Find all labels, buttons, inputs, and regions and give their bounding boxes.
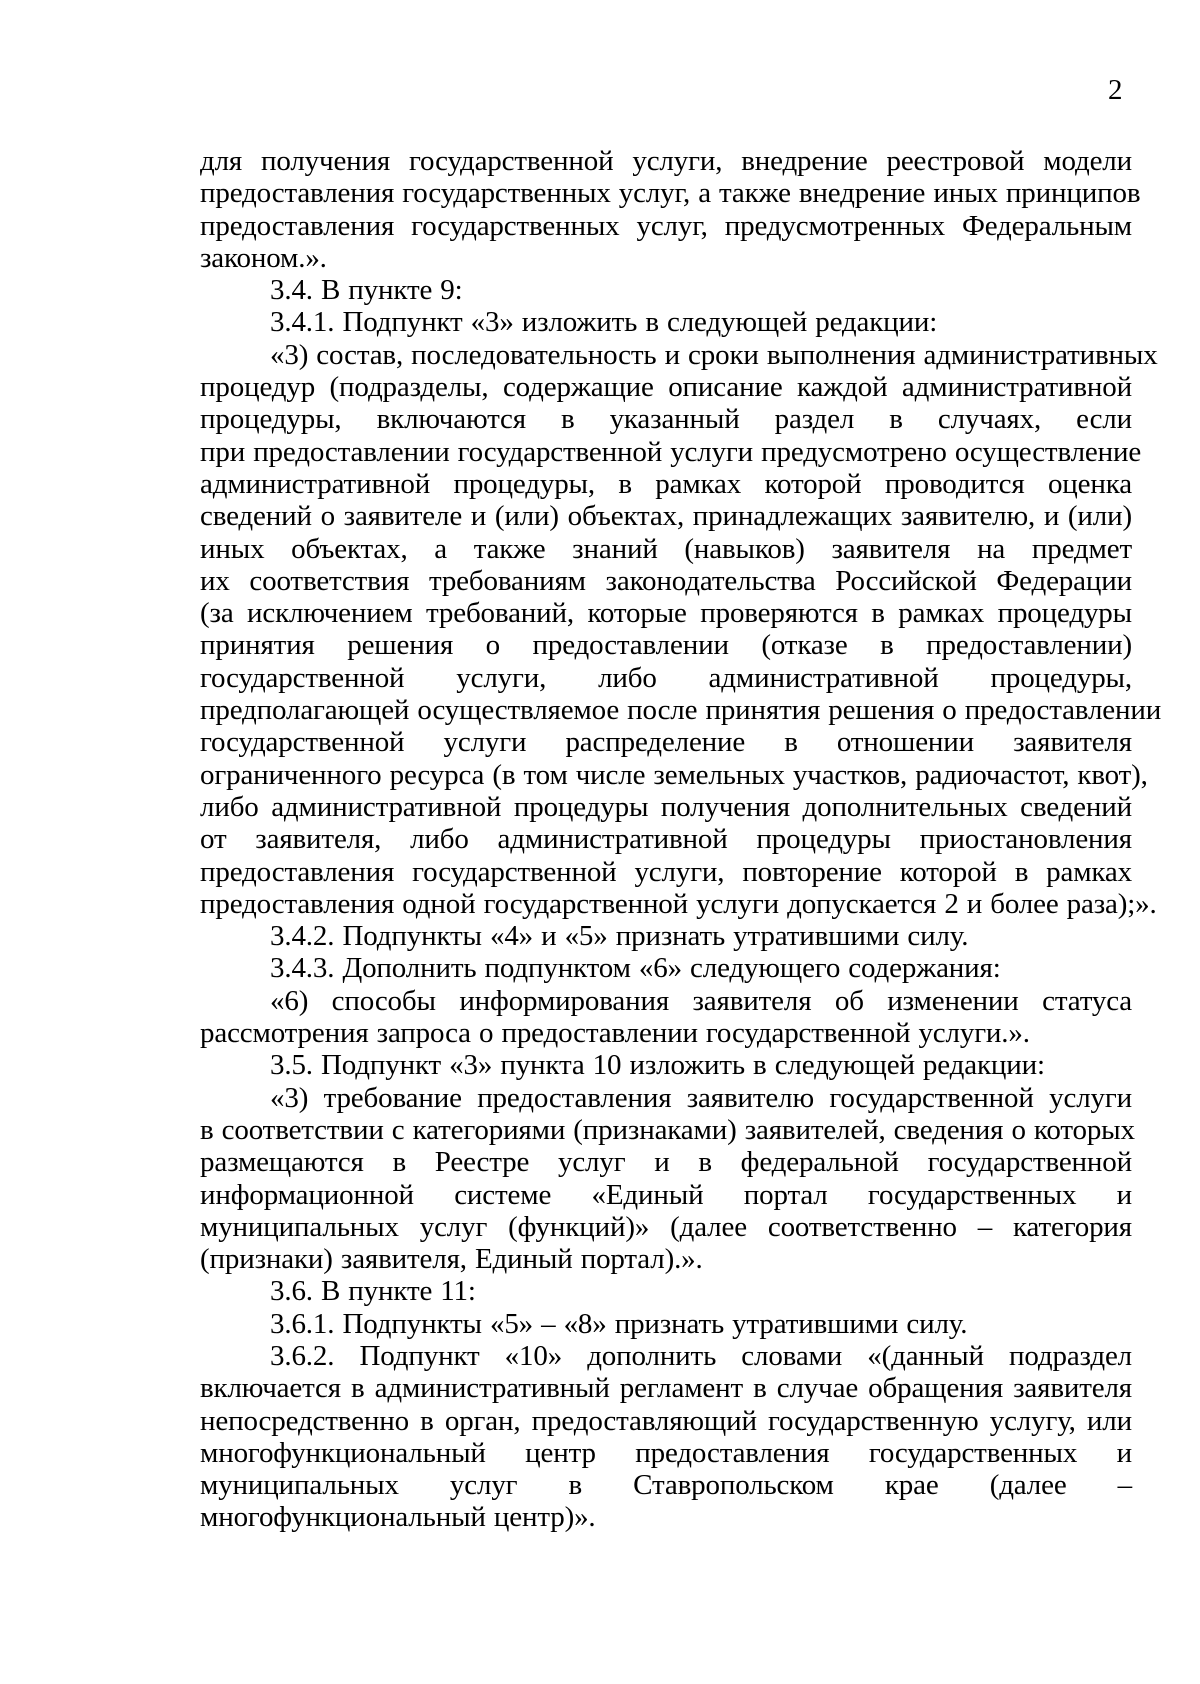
- text-line: 3.6. В пункте 11:: [270, 1275, 476, 1308]
- text-line: принятия решения о предоставлении (отказе в предоставлении): [200, 629, 1132, 662]
- text-line: размещаются в Реестре услуг и в федеральной государственной: [200, 1146, 1132, 1179]
- text-line: «3) состав, последовательность и сроки выполнения административных: [270, 338, 1158, 371]
- text-line: административной процедуры, в рамках которой проводится оценка: [200, 467, 1132, 500]
- text-line: 3.6.1. Подпункты «5» – «8» признать утратившими силу.: [270, 1307, 968, 1340]
- page-number: 2: [1108, 74, 1123, 106]
- text-line: для получения государственной услуги, внедрение реестровой модели: [200, 145, 1132, 177]
- text-line: иных объектах, а также знаний (навыков) заявителя на предмет: [200, 532, 1132, 565]
- text-line: «6) способы информирования заявителя об изменении статуса: [270, 984, 1132, 1017]
- text-line: в соответствии с категориями (признаками) заявителей, сведения о которых: [200, 1113, 1135, 1146]
- text-line: (за исключением требований, которые проверяются в рамках процедуры: [200, 597, 1132, 630]
- text-line: 3.4. В пункте 9:: [270, 274, 463, 307]
- text-line: сведений о заявителе и (или) объектах, принадлежащих заявителю, и (или): [200, 500, 1132, 533]
- text-line: 3.4.1. Подпункт «3» изложить в следующей редакции:: [270, 306, 938, 339]
- text-line: (признаки) заявителя, Единый портал).».: [200, 1243, 703, 1276]
- text-line: законом.».: [200, 241, 327, 274]
- text-line: либо административной процедуры получения дополнительных сведений: [200, 790, 1132, 823]
- text-line: предполагающей осуществляемое после принятия решения о предоставлении: [200, 694, 1162, 727]
- text-line: рассмотрения запроса о предоставлении государственной услуги.».: [200, 1017, 1030, 1050]
- document-body: [200, 145, 1162, 1534]
- text-line: от заявителя, либо административной процедуры приостановления: [200, 823, 1132, 856]
- text-line: предоставления государственных услуг, а также внедрение иных принципов: [200, 177, 1141, 210]
- text-line: государственной услуги, либо административной процедуры,: [200, 661, 1132, 694]
- text-line: их соответствия требованиям законодательства Российской Федерации: [200, 564, 1132, 597]
- text-line: процедуры, включаются в указанный раздел в случаях, если: [200, 403, 1132, 436]
- text-line: 3.4.3. Дополнить подпунктом «6» следующего содержания:: [270, 952, 1001, 985]
- text-line: многофункциональный центр)».: [200, 1501, 596, 1534]
- text-line: процедур (подразделы, содержащие описание каждой административной: [200, 371, 1132, 404]
- text-line: 3.4.2. Подпункты «4» и «5» признать утратившими силу.: [270, 920, 969, 953]
- text-line: многофункциональный центр предоставления государственных и: [200, 1436, 1132, 1469]
- text-line: предоставления государственных услуг, предусмотренных Федеральным: [200, 209, 1132, 242]
- text-line: предоставления одной государственной услуги допускается 2 и более раза);».: [200, 887, 1157, 920]
- text-line: предоставления государственной услуги, повторение которой в рамках: [200, 855, 1132, 888]
- text-line: при предоставлении государственной услуги предусмотрено осуществление: [200, 435, 1142, 468]
- text-line: 3.5. Подпункт «3» пункта 10 изложить в следующей редакции:: [270, 1049, 1045, 1082]
- text-line: ограниченного ресурса (в том числе земельных участков, радиочастот, квот),: [200, 758, 1148, 791]
- text-line: 3.6.2. Подпункт «10» дополнить словами «(данный подраздел: [270, 1339, 1132, 1372]
- text-line: информационной системе «Единый портал государственных и: [200, 1178, 1132, 1211]
- text-line: «3) требование предоставления заявителю государственной услуги: [270, 1081, 1132, 1114]
- text-line: включается в административный регламент в случае обращения заявителя: [200, 1372, 1132, 1405]
- text-line: муниципальных услуг в Ставропольском крае (далее –: [200, 1469, 1132, 1502]
- text-line: непосредственно в орган, предоставляющий государственную услугу, или: [200, 1404, 1132, 1437]
- text-line: государственной услуги распределение в отношении заявителя: [200, 726, 1132, 759]
- text-line: муниципальных услуг (функций)» (далее соответственно – категория: [200, 1210, 1132, 1243]
